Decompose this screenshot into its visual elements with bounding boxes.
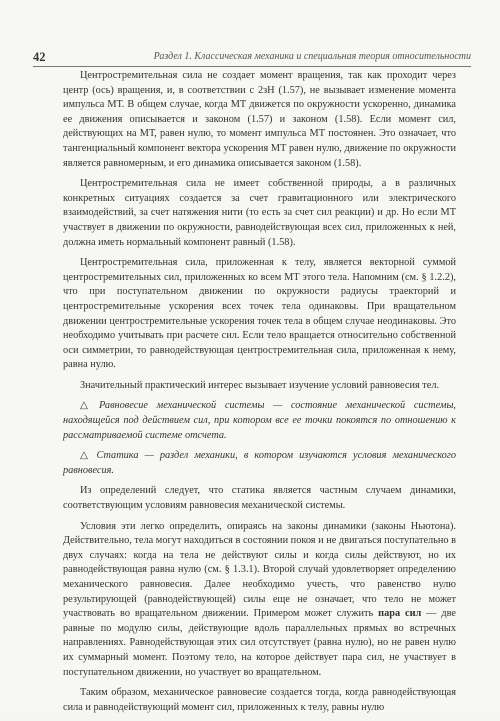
triangle-icon: △	[80, 400, 95, 412]
definition-text: Равновесие механической системы — состояние механической системы, находящейся под действием сил, при котором все ее точки покоятся по отношению к рассматриваемой системе отсчета.	[63, 400, 457, 441]
definition-statics	[63, 449, 456, 478]
paragraph: Центростремительная сила не имеет собственной природы, а в различных конкретных ситуациях создается за счет гравитационного или электрического взаимодействий, за счет натяжения нити (то есть за счет сил реакции) и др. Но если МТ участвует в движении по окружности, равнодействующая всех сил, приложенных к ней, должна иметь нормальный компонент равный (1.58).	[63, 178, 456, 248]
paragraph: Центростремительная сила, приложенная к телу, является векторной суммой центростремительных сил, приложенных ко всем МТ этого тела. Напомним (см. § 1.2.2), что при поступательном движении по окружности радиусы траекторий и центростремительные ускорения всех точек тела одинаковы. При вращательном движении центростремительные ускорения точек тела в общем случае неодинаковы. Это необходимо учитывать при расчете сил. Если тело вращается относительно собственной оси симметрии, то равнодействующая центростремительная сила, приложенная к нему, равна нулю.	[63, 257, 456, 371]
term-couple-of-forces: пара сил	[378, 608, 422, 620]
page-header	[33, 50, 471, 67]
paragraph-couple	[63, 520, 456, 681]
paragraph-text: — две равные по модулю силы, действующие вдоль параллельных прямых во встречных направлениях. Равнодействующая этих сил отсутствует (равна нулю), но не равен нулю их суммарный момент. Поэтому тело, на которое действует пара сил, не участвует в поступательном движении, но участвует во вращательном.	[63, 608, 456, 678]
page-number: 42	[33, 50, 46, 64]
paragraph: Таким образом, механическое равновесие создается тогда, когда равнодействующая сила и равнодействующий момент сил, приложенных к телу, равны нулю	[63, 687, 456, 713]
paragraph-text: Условия эти легко определить, опираясь на законы динамики (законы Ньютона). Действительно, тела могут находиться в состоянии покоя и не двигаться поступательно в двух случаях: когда на тела не действуют силы и когда силы действуют, но их равнодействующая равна нулю (см. § 1.3.1). Второй случай удовлетворяет определению механического равновесия. Далее необходимо учесть, что равенство нулю результирующей (равнодействующей) силы еще не означает, что тело не может участвовать во вращательном движении. Примером может служить	[63, 520, 456, 620]
definition-text: Статика — раздел механики, в котором изучаются условия механического равновесия.	[63, 450, 456, 476]
paragraph: Из определений следует, что статика является частным случаем динамики, соответствующим условиям равновесия механической системы.	[63, 485, 456, 512]
definition-equilibrium	[63, 399, 456, 443]
paragraph: Центростремительная сила не создает момент вращения, так как проходит через центр (ось) вращения, и, в соответствии с 2зН (1.57), не вызывает изменение момента импульса МТ. В общем случае, когда МТ движется по окружности ускоренно, динамика ее движения описывается и законом (1.57) и законом (1.58). Если момент сил, действующих на МТ, равен нулю, то момент импульса МТ постоянен. Это означает, что тангенциальный компонент вектора ускорения МТ равен нулю, движение по окружности является равномерным, и его динамика описывается законом (1.58).	[63, 70, 456, 169]
paragraph: Значительный практический интерес вызывает изучение условий равновесия тел.	[80, 379, 440, 391]
body-text	[63, 69, 456, 721]
running-title: Раздел 1. Классическая механика и специальная теория относительности	[153, 51, 471, 62]
triangle-icon: △	[80, 450, 92, 462]
